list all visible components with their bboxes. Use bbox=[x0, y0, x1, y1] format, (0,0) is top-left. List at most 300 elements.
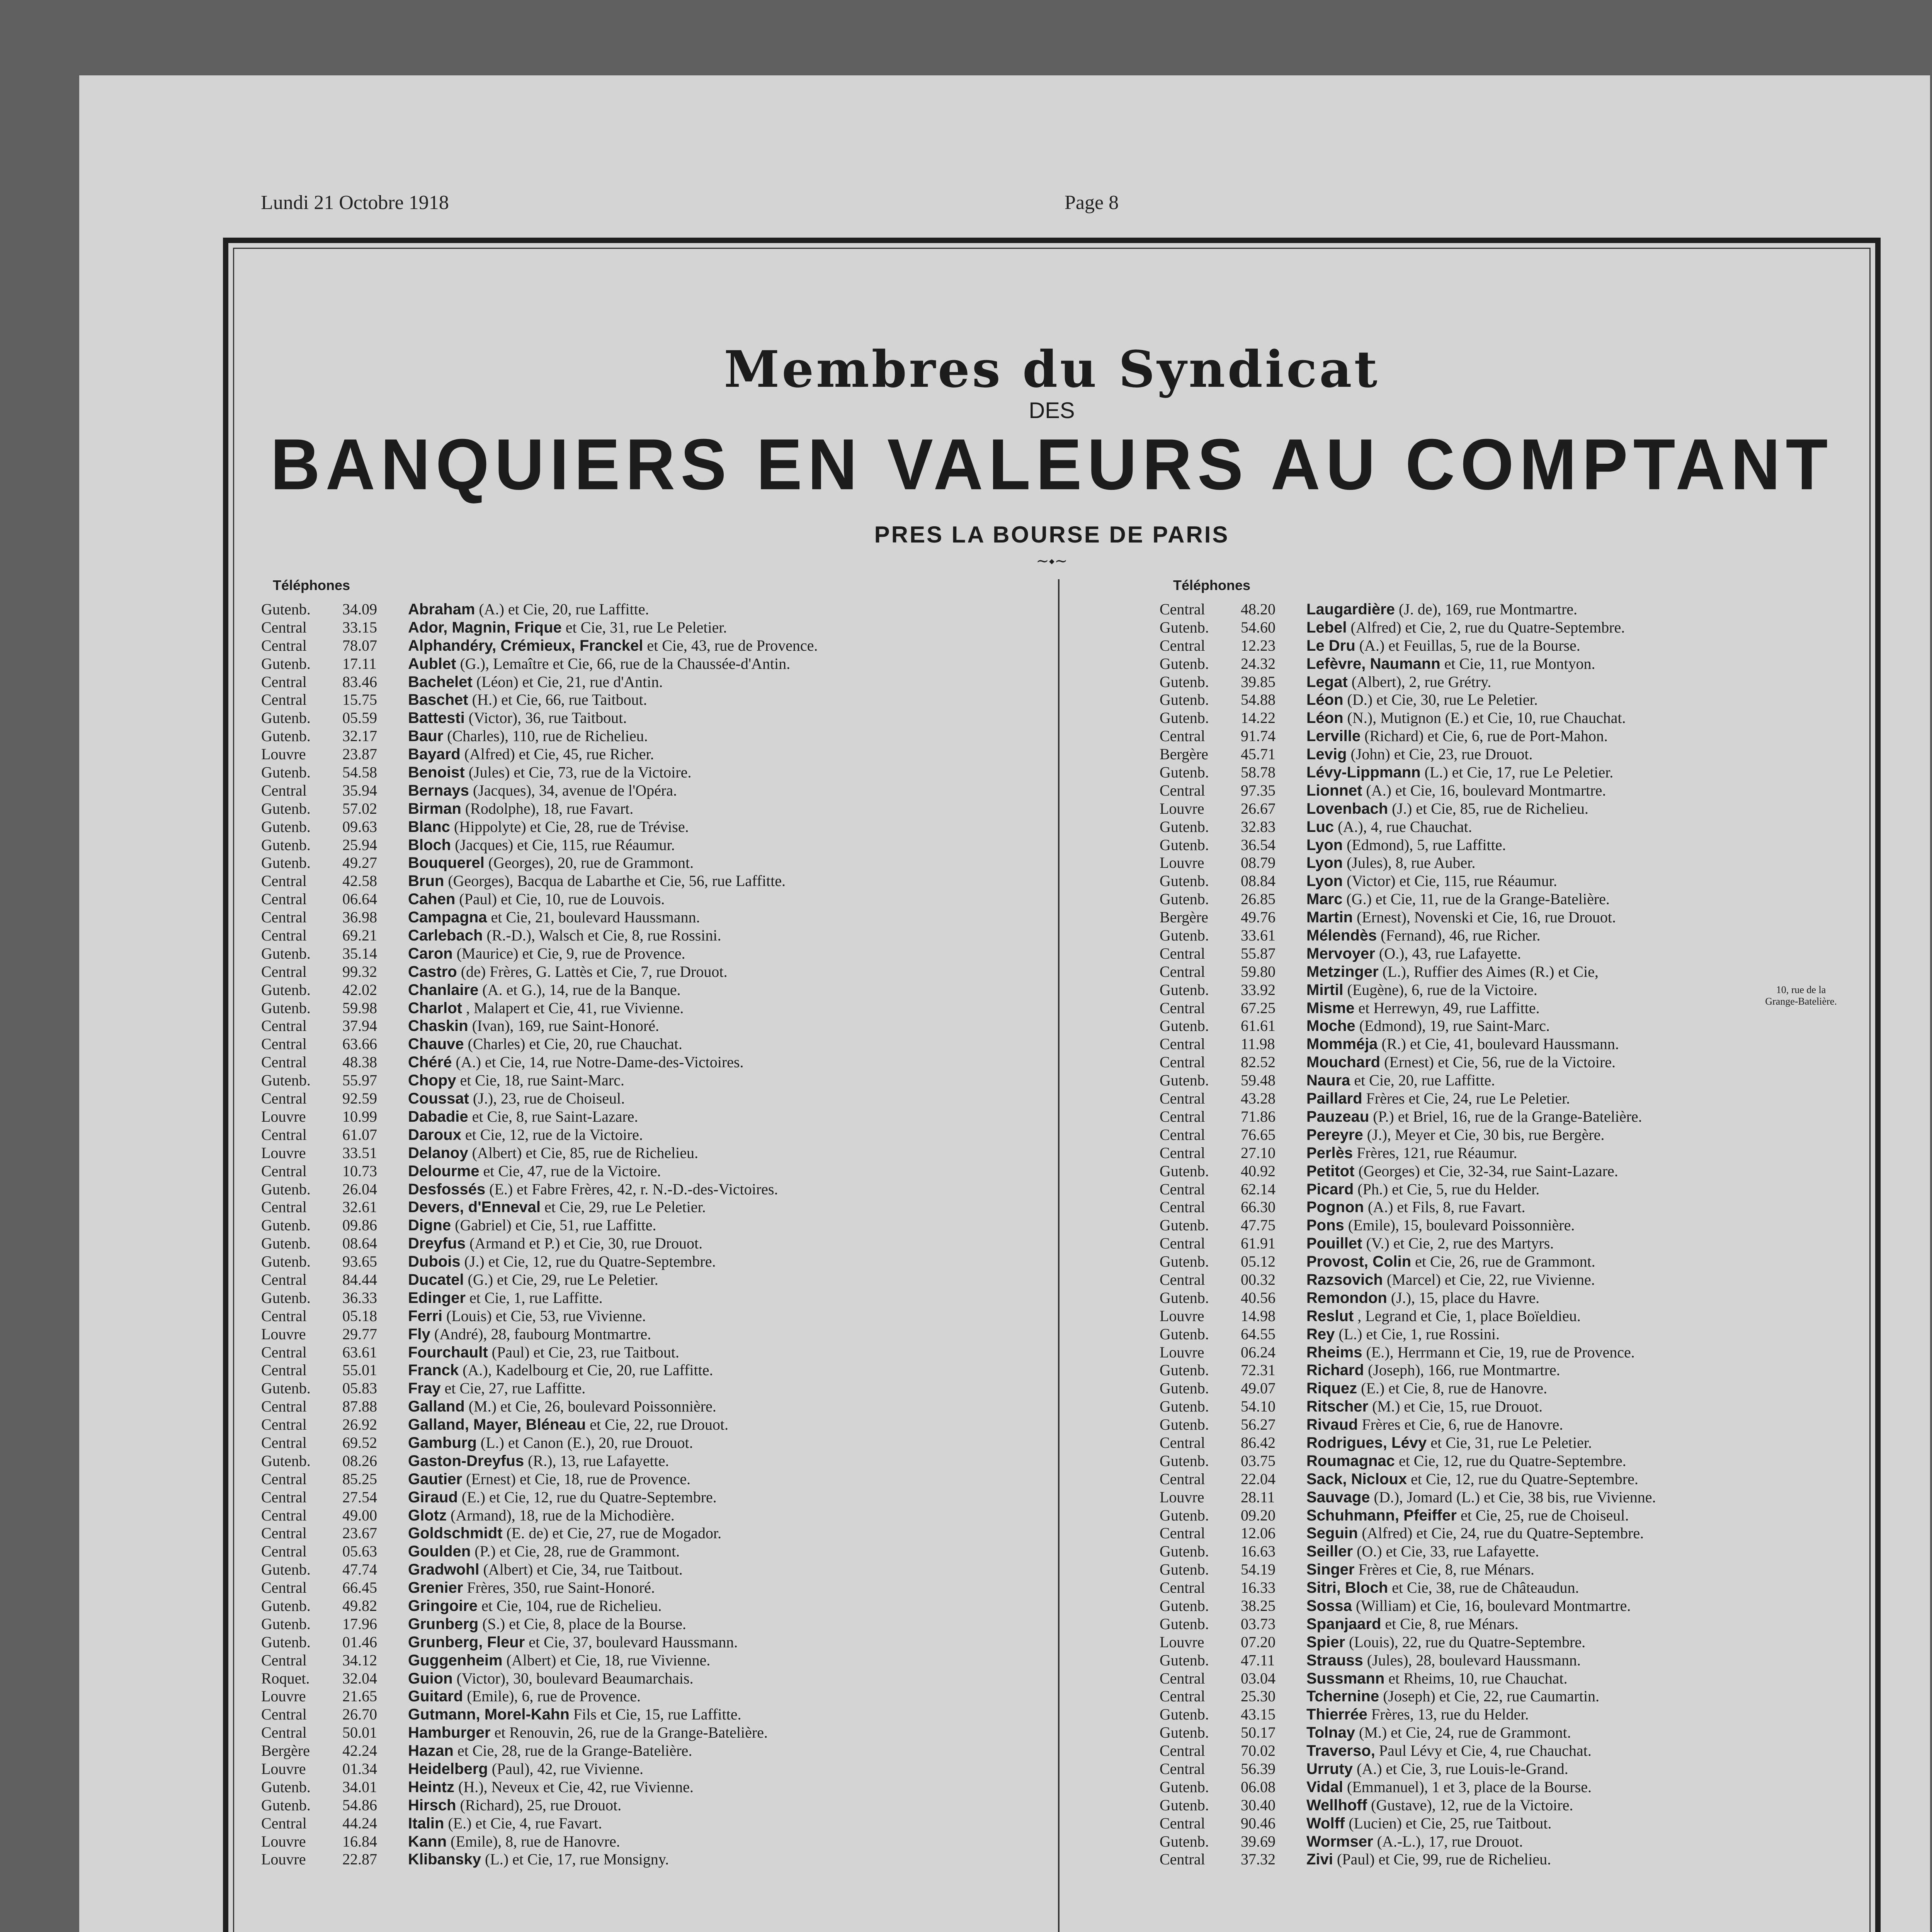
phone-number: 32.83 bbox=[1241, 818, 1276, 835]
member-name: Lyon bbox=[1306, 836, 1343, 854]
phone-exchange: Central bbox=[261, 1162, 307, 1180]
member-address: (M.) et Cie, 26, boulevard Poissonnière. bbox=[468, 1398, 716, 1415]
member-address: (L.) et Canon (E.), 20, rue Drouot. bbox=[480, 1434, 693, 1451]
member-address: (M.) et Cie, 15, rue Drouot. bbox=[1372, 1398, 1543, 1415]
member-name: Pauzeau bbox=[1306, 1108, 1369, 1125]
member-address: (Eugène), 6, rue de la Victoire. bbox=[1347, 981, 1537, 998]
member-row bbox=[261, 1216, 1034, 1235]
member-address: (Paul) et Cie, 10, rue de Louvois. bbox=[459, 890, 665, 908]
member-name: Singer bbox=[1306, 1561, 1355, 1578]
phone-number: 54.58 bbox=[342, 764, 377, 781]
phone-exchange: Central bbox=[1160, 944, 1205, 962]
member-name: Giraud bbox=[408, 1488, 458, 1506]
phone-number: 42.58 bbox=[342, 872, 377, 890]
member-row bbox=[1160, 1670, 1932, 1688]
member-name: Dabadie bbox=[408, 1108, 468, 1125]
member-row bbox=[261, 764, 1034, 782]
member-address: (S.) et Cie, 8, place de la Bourse. bbox=[482, 1615, 686, 1633]
member-address: et Cie, 11, rue Montyon. bbox=[1444, 655, 1595, 672]
phone-number: 15.75 bbox=[342, 691, 377, 709]
member-row bbox=[261, 1778, 1034, 1796]
phone-number: 57.02 bbox=[342, 799, 377, 817]
phone-exchange: Gutenb. bbox=[1160, 818, 1209, 835]
member-address: (G.), Lemaître et Cie, 66, rue de la Chaussée-d'Antin. bbox=[460, 655, 791, 672]
member-address: et Cie, 104, rue de Richelieu. bbox=[481, 1597, 662, 1614]
member-name: Pognon bbox=[1306, 1199, 1364, 1216]
member-address: (H.), Neveux et Cie, 42, rue Vivienne. bbox=[458, 1778, 694, 1796]
phone-number: 03.75 bbox=[1241, 1452, 1276, 1469]
member-name: Coussat bbox=[408, 1090, 469, 1107]
phone-exchange: Gutenb. bbox=[1160, 764, 1209, 781]
phone-number: 38.25 bbox=[1241, 1597, 1276, 1614]
phone-exchange: Gutenb. bbox=[1160, 709, 1209, 727]
member-row bbox=[261, 1180, 1034, 1199]
phone-number: 55.97 bbox=[342, 1071, 377, 1089]
member-name: Le Dru bbox=[1306, 637, 1355, 654]
phone-number: 61.61 bbox=[1241, 1017, 1276, 1035]
member-row bbox=[261, 1815, 1034, 1833]
phone-exchange: Central bbox=[261, 1651, 307, 1669]
member-name: Bloch bbox=[408, 836, 451, 854]
phone-exchange: Gutenb. bbox=[1160, 1162, 1209, 1180]
member-address: et Cie, 47, rue de la Victoire. bbox=[483, 1162, 661, 1180]
member-row bbox=[261, 745, 1034, 764]
member-name: Aublet bbox=[408, 655, 456, 672]
member-address: (M.) et Cie, 24, rue de Grammont. bbox=[1359, 1724, 1571, 1742]
member-name: Reslut bbox=[1306, 1307, 1354, 1325]
member-name: Richard bbox=[1306, 1362, 1364, 1379]
member-address: (Georges), Bacqua de Labarthe et Cie, 56, rue Laffitte. bbox=[448, 872, 786, 890]
member-address: (A.) et Cie, 3, rue Louis-le-Grand. bbox=[1357, 1760, 1568, 1777]
member-row bbox=[1160, 1687, 1932, 1706]
phone-exchange: Gutenb. bbox=[1160, 1597, 1209, 1614]
member-row bbox=[1160, 1742, 1932, 1760]
member-row bbox=[1160, 927, 1932, 945]
member-row bbox=[1160, 1325, 1932, 1344]
member-name: Razsovich bbox=[1306, 1271, 1383, 1288]
phone-number: 12.06 bbox=[1241, 1524, 1276, 1542]
phone-number: 82.52 bbox=[1241, 1053, 1276, 1071]
phone-exchange: Louvre bbox=[1160, 854, 1204, 872]
phone-number: 33.61 bbox=[1241, 927, 1276, 944]
member-row bbox=[1160, 963, 1932, 981]
member-row bbox=[261, 1017, 1034, 1035]
member-name: Bachelet bbox=[408, 673, 473, 690]
member-row bbox=[261, 1850, 1034, 1869]
member-name: Thierrée bbox=[1306, 1706, 1367, 1723]
member-row bbox=[261, 1035, 1034, 1053]
member-address: (John) et Cie, 23, rue Drouot. bbox=[1350, 745, 1533, 763]
member-row bbox=[1160, 1216, 1932, 1235]
phone-number: 36.98 bbox=[342, 908, 377, 926]
member-address: (Armand), 18, rue de la Michodière. bbox=[450, 1506, 675, 1524]
phone-number: 91.74 bbox=[1241, 727, 1276, 745]
phone-number: 36.33 bbox=[342, 1289, 377, 1306]
member-name: Naura bbox=[1306, 1072, 1350, 1089]
member-address: Frères et Cie, 24, rue Le Peletier. bbox=[1366, 1090, 1570, 1107]
phone-exchange: Central bbox=[1160, 600, 1205, 618]
phone-number: 93.65 bbox=[342, 1253, 377, 1270]
member-name: Lovenbach bbox=[1306, 800, 1388, 817]
phone-number: 58.78 bbox=[1241, 764, 1276, 781]
member-name: Goulden bbox=[408, 1543, 471, 1560]
member-name: Grunberg, Fleur bbox=[408, 1633, 525, 1651]
member-address: (de) Frères, G. Lattès et Cie, 7, rue Drouot. bbox=[461, 963, 728, 980]
phone-exchange: Central bbox=[261, 908, 307, 926]
phone-number: 59.48 bbox=[1241, 1071, 1276, 1089]
member-row bbox=[1160, 1833, 1932, 1851]
phone-number: 16.84 bbox=[342, 1832, 377, 1850]
phone-number: 85.25 bbox=[342, 1470, 377, 1488]
member-row bbox=[1160, 1724, 1932, 1742]
phone-exchange: Gutenb. bbox=[261, 1615, 311, 1633]
phone-number: 16.33 bbox=[1241, 1579, 1276, 1597]
member-name: Bernays bbox=[408, 782, 469, 799]
phone-number: 26.67 bbox=[1241, 799, 1276, 817]
member-name: Momméja bbox=[1306, 1036, 1378, 1053]
member-address: Fils et Cie, 15, rue Laffitte. bbox=[573, 1706, 742, 1723]
member-name: Galland, Mayer, Bléneau bbox=[408, 1416, 586, 1434]
phone-exchange: Central bbox=[1160, 1524, 1205, 1542]
member-address: (Ernest), Novenski et Cie, 16, rue Drouot. bbox=[1357, 908, 1616, 926]
phone-exchange: Gutenb. bbox=[1160, 1416, 1209, 1434]
member-address: (L.), Ruffier des Aimes (R.) et Cie, bbox=[1382, 963, 1599, 980]
phone-exchange: Louvre bbox=[1160, 1343, 1204, 1361]
member-row bbox=[1160, 1289, 1932, 1307]
member-address: et Cie, 37, boulevard Haussmann. bbox=[529, 1633, 738, 1651]
member-address: (Jules) et Cie, 73, rue de la Victoire. bbox=[468, 764, 692, 781]
phone-number: 49.07 bbox=[1241, 1379, 1276, 1397]
phone-exchange: Gutenb. bbox=[1160, 1543, 1209, 1560]
phone-exchange: Gutenb. bbox=[261, 1379, 311, 1397]
member-address: (Paul) et Cie, 99, rue de Richelieu. bbox=[1337, 1850, 1551, 1868]
member-name: Lyon bbox=[1306, 872, 1343, 890]
member-name: Sussmann bbox=[1306, 1670, 1385, 1687]
member-name: Sauvage bbox=[1306, 1488, 1370, 1506]
phone-exchange: Central bbox=[261, 1524, 307, 1542]
phone-number: 63.61 bbox=[342, 1343, 377, 1361]
phone-exchange: Gutenb. bbox=[1160, 1778, 1209, 1796]
phone-exchange: Gutenb. bbox=[261, 981, 311, 998]
member-row bbox=[261, 945, 1034, 963]
phone-exchange: Gutenb. bbox=[261, 818, 311, 835]
member-row bbox=[261, 1543, 1034, 1561]
member-row bbox=[261, 1434, 1034, 1452]
member-row bbox=[1160, 1815, 1932, 1833]
phone-number: 28.11 bbox=[1241, 1488, 1275, 1506]
phone-number: 34.12 bbox=[342, 1651, 377, 1669]
phone-number: 61.07 bbox=[342, 1126, 377, 1143]
member-name: Guitard bbox=[408, 1688, 463, 1705]
member-row bbox=[1160, 1850, 1932, 1869]
member-name: Hazan bbox=[408, 1742, 454, 1760]
member-name: Hamburger bbox=[408, 1724, 491, 1742]
member-address: et Cie, 12, rue du Quatre-Septembre. bbox=[1398, 1452, 1626, 1469]
member-address: (Ernest) et Cie, 18, rue de Provence. bbox=[466, 1470, 690, 1488]
member-address: (A.) et Feuillas, 5, rue de la Bourse. bbox=[1359, 636, 1580, 654]
member-row bbox=[1160, 1379, 1932, 1398]
member-row bbox=[261, 872, 1034, 890]
member-name: Ador, Magnin, Frique bbox=[408, 619, 562, 636]
phone-number: 97.35 bbox=[1241, 781, 1276, 799]
phone-number: 47.74 bbox=[342, 1561, 377, 1578]
phone-number: 55.01 bbox=[342, 1361, 377, 1379]
member-name: Daroux bbox=[408, 1126, 461, 1143]
phone-number: 84.44 bbox=[342, 1270, 377, 1288]
phone-number: 86.42 bbox=[1241, 1434, 1276, 1451]
column-divider bbox=[1058, 579, 1060, 1932]
member-name: Guggenheim bbox=[408, 1651, 503, 1669]
member-row bbox=[1160, 818, 1932, 836]
member-address: (P.) et Cie, 28, rue de Grammont. bbox=[474, 1543, 680, 1560]
phone-exchange: Gutenb. bbox=[1160, 618, 1209, 636]
phone-number: 14.98 bbox=[1241, 1307, 1276, 1325]
member-address: et Rheims, 10, rue Chauchat. bbox=[1388, 1669, 1568, 1687]
phone-exchange: Central bbox=[261, 1017, 307, 1035]
phone-number: 09.63 bbox=[342, 818, 377, 835]
member-name: Metzinger bbox=[1306, 963, 1379, 980]
member-row bbox=[1160, 709, 1932, 727]
phone-number: 37.94 bbox=[342, 1017, 377, 1035]
phone-number: 61.91 bbox=[1241, 1235, 1276, 1252]
member-name: Mouchard bbox=[1306, 1054, 1381, 1071]
member-name: Lefèvre, Naumann bbox=[1306, 655, 1440, 672]
phone-exchange: Gutenb. bbox=[1160, 1796, 1209, 1814]
member-address: (Georges) et Cie, 32-34, rue Saint-Lazare. bbox=[1358, 1162, 1618, 1180]
phone-number: 05.12 bbox=[1241, 1253, 1276, 1270]
member-address: (J.), 23, rue de Choiseul. bbox=[473, 1090, 625, 1107]
phone-number: 26.04 bbox=[342, 1180, 377, 1198]
phone-number: 70.02 bbox=[1241, 1742, 1276, 1760]
phone-number: 32.17 bbox=[342, 727, 377, 745]
phone-exchange: Central bbox=[1160, 1434, 1205, 1451]
member-row bbox=[1160, 1398, 1932, 1416]
member-address: (Charles), 110, rue de Richelieu. bbox=[447, 727, 648, 745]
phone-exchange: Roquet. bbox=[261, 1669, 310, 1687]
member-address: (Louis), 22, rue du Quatre-Septembre. bbox=[1349, 1633, 1586, 1651]
phone-exchange: Central bbox=[1160, 1470, 1205, 1488]
member-name: Edinger bbox=[408, 1289, 466, 1306]
phone-number: 54.19 bbox=[1241, 1561, 1276, 1578]
member-name: Pereyre bbox=[1306, 1126, 1363, 1143]
phone-exchange: Gutenb. bbox=[1160, 1724, 1209, 1742]
member-address: et Cie, 12, rue de la Victoire. bbox=[465, 1126, 643, 1143]
member-row bbox=[261, 619, 1034, 637]
member-name: Zivi bbox=[1306, 1851, 1333, 1868]
phone-number: 44.24 bbox=[342, 1814, 377, 1832]
member-address: et Cie, 22, rue Drouot. bbox=[590, 1416, 728, 1434]
member-address: (R.) et Cie, 41, boulevard Haussmann. bbox=[1381, 1035, 1619, 1053]
phone-number: 45.71 bbox=[1241, 745, 1276, 763]
phone-exchange: Gutenb. bbox=[1160, 890, 1209, 908]
member-address: (André), 28, faubourg Montmartre. bbox=[434, 1325, 651, 1343]
advertisement-frame bbox=[223, 238, 1881, 1932]
member-row bbox=[261, 1452, 1034, 1470]
phone-exchange: Central bbox=[261, 1035, 307, 1053]
member-name: Chauve bbox=[408, 1036, 464, 1053]
member-row bbox=[261, 1253, 1034, 1271]
phone-number: 83.46 bbox=[342, 673, 377, 690]
member-row bbox=[261, 1344, 1034, 1362]
member-address: (Victor), 30, boulevard Beaumarchais. bbox=[456, 1669, 694, 1687]
phone-number: 55.87 bbox=[1241, 944, 1276, 962]
member-address: et Cie, 8, rue Saint-Lazare. bbox=[472, 1107, 638, 1125]
member-row bbox=[1160, 1017, 1932, 1035]
member-row bbox=[261, 1579, 1034, 1597]
member-name: Alphandéry, Crémieux, Franckel bbox=[408, 637, 643, 654]
phone-exchange: Gutenb. bbox=[1160, 872, 1209, 890]
member-address: (Ph.) et Cie, 5, rue du Helder. bbox=[1357, 1180, 1540, 1198]
phone-number: 23.87 bbox=[342, 745, 377, 763]
member-row bbox=[1160, 1307, 1932, 1325]
member-row bbox=[1160, 1796, 1932, 1815]
member-address: (Richard), 25, rue Drouot. bbox=[460, 1796, 622, 1814]
member-row bbox=[1160, 1760, 1932, 1778]
phone-number: 49.00 bbox=[342, 1506, 377, 1524]
member-row bbox=[261, 782, 1034, 800]
phone-number: 30.40 bbox=[1241, 1796, 1276, 1814]
member-name: Spanjaard bbox=[1306, 1615, 1381, 1633]
member-name: Martin bbox=[1306, 909, 1353, 926]
member-name: Dubois bbox=[408, 1253, 461, 1270]
member-address: et Cie, 20, rue Laffitte. bbox=[1354, 1071, 1495, 1089]
member-row bbox=[1160, 782, 1932, 800]
phone-exchange: Central bbox=[1160, 999, 1205, 1017]
member-address: (Richard) et Cie, 6, rue de Port-Mahon. bbox=[1364, 727, 1608, 745]
phone-exchange: Central bbox=[1160, 963, 1205, 980]
phone-exchange: Gutenb. bbox=[1160, 673, 1209, 690]
member-address: (Gustave), 12, rue de la Victoire. bbox=[1371, 1796, 1573, 1814]
phone-number: 07.20 bbox=[1241, 1633, 1276, 1651]
member-name: Gradwohl bbox=[408, 1561, 480, 1578]
member-address: (Albert) et Cie, 34, rue Taitbout. bbox=[483, 1561, 683, 1578]
member-address: (A.) et Cie, 14, rue Notre-Dame-des-Victoires. bbox=[456, 1053, 744, 1071]
member-row bbox=[261, 1760, 1034, 1778]
member-row bbox=[261, 1198, 1034, 1216]
phone-exchange: Gutenb. bbox=[261, 655, 311, 672]
ornament-divider: ~⬩~ bbox=[1036, 552, 1068, 570]
member-row bbox=[261, 1597, 1034, 1615]
member-address: (Charles) et Cie, 20, rue Chauchat. bbox=[468, 1035, 682, 1053]
member-address: et Cie, 1, rue Laffitte. bbox=[469, 1289, 603, 1306]
member-row bbox=[1160, 619, 1932, 637]
phone-exchange: Central bbox=[1160, 636, 1205, 654]
member-address: (L.) et Cie, 1, rue Rossini. bbox=[1338, 1325, 1500, 1343]
phone-number: 49.82 bbox=[342, 1597, 377, 1614]
phone-exchange: Gutenb. bbox=[261, 1633, 311, 1651]
member-address: , Legrand et Cie, 1, place Boïeldieu. bbox=[1357, 1307, 1581, 1325]
phone-exchange: Gutenb. bbox=[1160, 1325, 1209, 1343]
phone-exchange: Gutenb. bbox=[261, 1235, 311, 1252]
member-name: Paillard bbox=[1306, 1090, 1362, 1107]
member-name: Klibansky bbox=[408, 1851, 481, 1868]
phone-exchange: Gutenb. bbox=[1160, 1832, 1209, 1850]
member-name: Hirsch bbox=[408, 1796, 456, 1814]
member-row bbox=[261, 1325, 1034, 1344]
phone-exchange: Central bbox=[261, 618, 307, 636]
phone-exchange: Central bbox=[261, 1416, 307, 1434]
member-name: Rodrigues, Lévy bbox=[1306, 1434, 1427, 1451]
member-address: (Emile), 15, boulevard Poissonnière. bbox=[1348, 1216, 1575, 1234]
member-row bbox=[261, 1742, 1034, 1760]
phone-number: 03.73 bbox=[1241, 1615, 1276, 1633]
member-address: (J.) et Cie, 12, rue du Quatre-Septembre. bbox=[464, 1253, 716, 1270]
phone-exchange: Central bbox=[261, 1198, 307, 1216]
member-name: Petitot bbox=[1306, 1162, 1355, 1180]
member-address: et Cie, 43, rue de Provence. bbox=[647, 636, 818, 654]
phone-number: 01.34 bbox=[342, 1760, 377, 1777]
phone-exchange: Louvre bbox=[1160, 1488, 1204, 1506]
member-row bbox=[1160, 1253, 1932, 1271]
phone-exchange: Gutenb. bbox=[261, 600, 311, 618]
member-address: (V.) et Cie, 2, rue des Martyrs. bbox=[1366, 1235, 1554, 1252]
phone-number: 32.61 bbox=[342, 1198, 377, 1216]
phone-number: 25.30 bbox=[1241, 1687, 1276, 1705]
member-address: (A.-L.), 17, rue Drouot. bbox=[1377, 1832, 1523, 1850]
phone-number: 35.94 bbox=[342, 781, 377, 799]
member-address: (A.), 4, rue Chauchat. bbox=[1338, 818, 1472, 835]
phone-number: 43.28 bbox=[1241, 1090, 1276, 1107]
member-address: (Jules), 28, boulevard Haussmann. bbox=[1367, 1651, 1581, 1669]
member-name: Baur bbox=[408, 728, 444, 745]
phone-number: 06.24 bbox=[1241, 1343, 1276, 1361]
phone-exchange: Central bbox=[261, 1090, 307, 1107]
member-address: (A. et G.), 14, rue de la Banque. bbox=[482, 981, 681, 998]
phone-exchange: Central bbox=[1160, 1814, 1205, 1832]
member-name: Chaskin bbox=[408, 1017, 468, 1035]
member-row bbox=[1160, 1507, 1932, 1525]
member-row bbox=[1160, 1361, 1932, 1379]
phone-exchange: Gutenb. bbox=[1160, 1379, 1209, 1397]
member-address: et Cie, 29, rue Le Peletier. bbox=[544, 1198, 706, 1216]
member-address: (O.), 43, rue Lafayette. bbox=[1379, 944, 1521, 962]
member-name: Sitri, Bloch bbox=[1306, 1579, 1388, 1597]
member-name: Italin bbox=[408, 1815, 444, 1832]
phone-number: 27.54 bbox=[342, 1488, 377, 1506]
phone-number: 48.38 bbox=[342, 1053, 377, 1071]
member-row bbox=[261, 1524, 1034, 1543]
member-address: (Emmanuel), 1 et 3, place de la Bourse. bbox=[1347, 1778, 1592, 1796]
member-row bbox=[1160, 1633, 1932, 1651]
phone-exchange: Central bbox=[261, 1470, 307, 1488]
member-name: Roumagnac bbox=[1306, 1452, 1395, 1469]
member-name: Laugardière bbox=[1306, 601, 1395, 618]
phone-number: 12.23 bbox=[1241, 636, 1276, 654]
phone-number: 48.20 bbox=[1241, 600, 1276, 618]
member-name: Rey bbox=[1306, 1325, 1335, 1343]
member-name: Mirtil bbox=[1306, 981, 1344, 998]
phone-exchange: Central bbox=[261, 963, 307, 980]
member-address: Frères, 121, rue Réaumur. bbox=[1357, 1144, 1517, 1162]
phone-number: 14.22 bbox=[1241, 709, 1276, 727]
member-name: Seguin bbox=[1306, 1525, 1358, 1542]
member-name: Mervoyer bbox=[1306, 945, 1375, 962]
phone-exchange: Gutenb. bbox=[261, 944, 311, 962]
member-address: (Louis) et Cie, 53, rue Vivienne. bbox=[446, 1307, 646, 1325]
member-address: (E.) et Cie, 12, rue du Quatre-Septembre. bbox=[461, 1488, 717, 1506]
phone-exchange: Louvre bbox=[261, 1687, 306, 1705]
phone-exchange: Gutenb. bbox=[261, 727, 311, 745]
member-address: Frères et Cie, 8, rue Ménars. bbox=[1358, 1561, 1534, 1578]
member-row bbox=[261, 1687, 1034, 1706]
member-row bbox=[261, 1488, 1034, 1507]
phone-number: 21.65 bbox=[342, 1687, 377, 1705]
phone-number: 56.27 bbox=[1241, 1416, 1276, 1434]
member-name: Chopy bbox=[408, 1072, 456, 1089]
member-row bbox=[261, 1361, 1034, 1379]
member-name: Rivaud bbox=[1306, 1416, 1358, 1434]
member-row bbox=[1160, 1144, 1932, 1162]
